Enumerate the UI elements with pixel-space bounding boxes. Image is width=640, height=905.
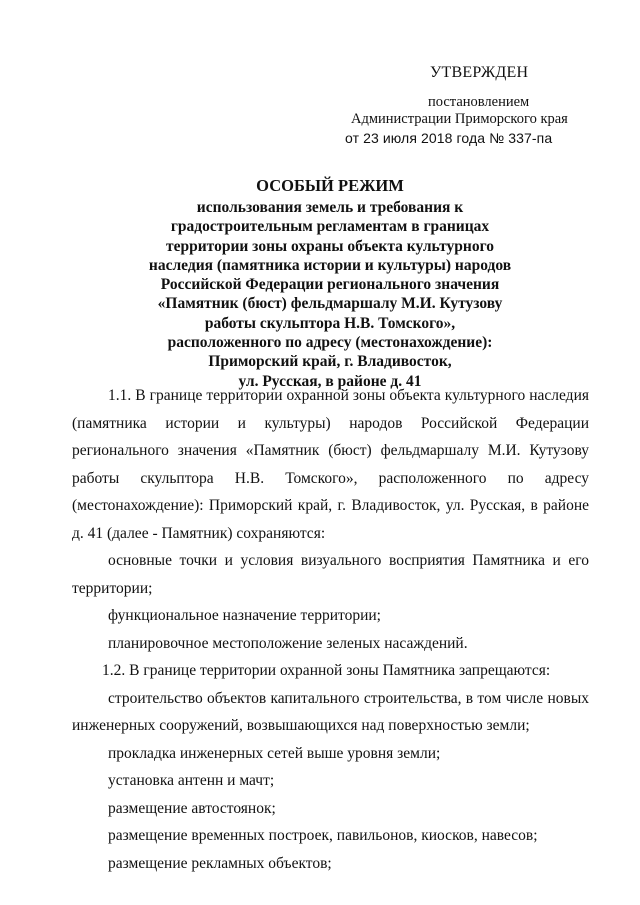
document-title: [60, 176, 600, 391]
title-line: Российской Федерации регионального значения: [160, 276, 500, 294]
title-line: работы скульптора Н.В. Томского»,: [204, 314, 456, 332]
list-item: основные точки и условия визуального восприятия Памятника и его территории;: [72, 552, 589, 597]
title-line: территории зоны охраны объекта культурного: [166, 237, 494, 255]
paragraph-1-2: 1.2. В границе территории охранной зоны Памятника запрещаются:: [102, 662, 551, 679]
decree-line-2: Администрации Приморского края: [351, 111, 568, 127]
list-item: размещение автостоянок;: [108, 799, 276, 817]
list-item: строительство объектов капитального строительства, в том числе новых инженерных сооружений, возвышающихся над поверхностью земли;: [72, 689, 589, 734]
title-line: расположенного по адресу (местонахождение):: [167, 334, 493, 352]
list-item: размещение временных построек, павильонов, киосков, навесов;: [108, 827, 538, 844]
paragraph-1-1: 1.1. В границе территории охранной зоны объекта культурного наследия (памятника истории и культуры) народов Российской Федерации регионального значения «Памятник (бюст) фельдмаршалу М.И. Кутузову работы скульптора Н.В. Томского», расположенного по адресу (местонахождение): Приморский край, г. Владивосток, ул. Русская, в районе д. 41 (далее - Памятник) сохраняются:: [72, 387, 589, 542]
title-line: ул. Русская, в районе д. 41: [238, 372, 422, 390]
approval-stamp: УТВЕРЖДЕН: [430, 64, 529, 81]
list-item: функциональное назначение территории;: [108, 607, 381, 624]
title-line: наследия (памятника истории и культуры) народов: [148, 256, 512, 274]
list-item: планировочное местоположение зеленых насаждений.: [108, 634, 468, 652]
decree-date-number: от 23 июля 2018 года № 337-па: [345, 130, 553, 146]
list-item: установка антенн и мачт;: [108, 772, 275, 789]
title-line: градостроительным регламентам в границах: [170, 218, 490, 236]
title-line: «Памятник (бюст) фельдмаршалу М.И. Кутузову: [157, 295, 503, 313]
decree-line-1: постановлением: [428, 94, 530, 110]
title-main: ОСОБЫЙ РЕЖИМ: [256, 176, 404, 195]
document-body: [72, 382, 589, 877]
list-item: размещение рекламных объектов;: [108, 854, 332, 872]
title-line: Приморский край, г. Владивосток,: [208, 353, 452, 371]
list-item: прокладка инженерных сетей выше уровня земли;: [108, 744, 441, 762]
title-line: использования земель и требования к: [196, 199, 464, 216]
